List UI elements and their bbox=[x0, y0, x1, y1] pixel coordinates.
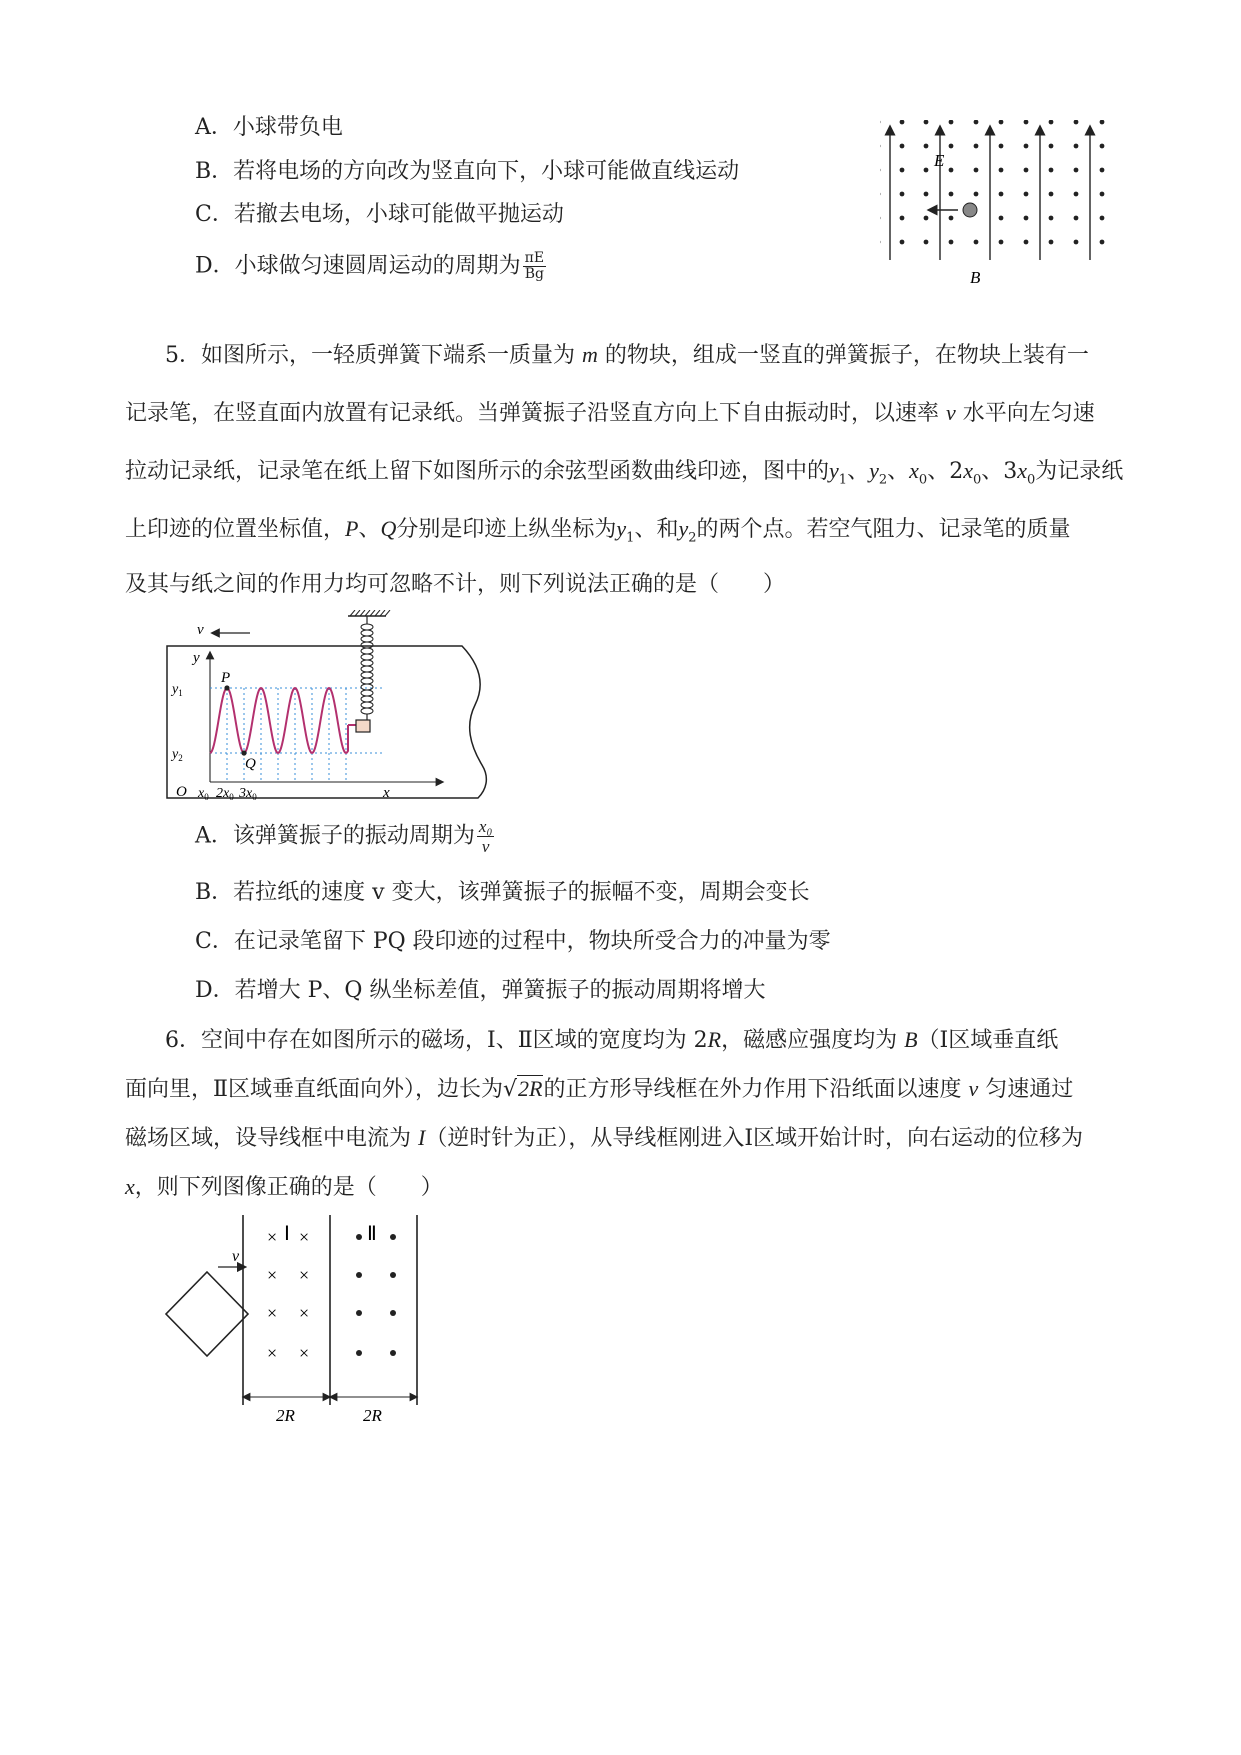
e-label: E bbox=[934, 151, 945, 170]
field-in-cross: × bbox=[299, 1303, 310, 1323]
region-2-label: Ⅱ bbox=[367, 1223, 377, 1245]
q4-option-d: D．小球做匀速圆周运动的周期为 $\frac{\pi E}{Bg}$ bbox=[195, 250, 545, 282]
y2-label: $y_2$ bbox=[172, 747, 183, 763]
b-field-dot bbox=[999, 216, 1004, 221]
y-axis-label: y bbox=[193, 650, 200, 666]
3x0-tick-label: $3x_0$ bbox=[239, 786, 257, 802]
b-field-dot bbox=[924, 168, 929, 173]
b-field-dot bbox=[949, 144, 954, 149]
b-field-dot bbox=[900, 120, 905, 124]
b-field-dot bbox=[999, 144, 1004, 149]
support-hatch bbox=[360, 610, 365, 616]
q5-option-b: B．若拉纸的速度 v 变大，该弹簧振子的振幅不变，周期会变长 bbox=[195, 880, 810, 905]
b-field-dot bbox=[999, 192, 1004, 197]
b-field-dot bbox=[1049, 120, 1054, 124]
field-out-dot bbox=[390, 1350, 396, 1356]
region-2-field-out bbox=[356, 1234, 396, 1356]
region-1-field-in bbox=[267, 1227, 309, 1363]
b-field-dot bbox=[974, 240, 979, 245]
support-hatch bbox=[385, 610, 390, 616]
b-field-dot bbox=[949, 168, 954, 173]
coil-turn bbox=[361, 690, 373, 696]
field-out-dot bbox=[390, 1310, 396, 1316]
b-field-dot bbox=[949, 192, 954, 197]
q6-field-figure bbox=[160, 1215, 480, 1430]
b-field-dot bbox=[949, 216, 954, 221]
field-in-cross: × bbox=[299, 1343, 310, 1363]
b-field-dot bbox=[1024, 216, 1029, 221]
square-loop bbox=[166, 1272, 248, 1356]
b-field-dot bbox=[900, 216, 905, 221]
q5-line-3: 拉动记录纸，记录笔在纸上留下如图所示的余弦型函数曲线印迹，图中的$y_1$、$y_2$、$x_0$、$2x_0$、$3x_0$为记录纸 bbox=[125, 458, 1124, 488]
b-field-dot bbox=[1100, 120, 1105, 124]
b-field-dot bbox=[974, 192, 979, 197]
point-p-label: P bbox=[221, 670, 231, 686]
b-field-dot bbox=[1074, 120, 1079, 124]
b-field-dot bbox=[900, 192, 905, 197]
block bbox=[356, 720, 370, 732]
coil-turn bbox=[361, 702, 373, 708]
b-field-dot bbox=[1100, 144, 1105, 149]
field-in-cross: × bbox=[267, 1265, 278, 1285]
coil-turn bbox=[361, 666, 373, 672]
b-field-dot bbox=[949, 120, 954, 124]
width-1-label: 2R bbox=[276, 1406, 295, 1425]
b-field-dot bbox=[924, 192, 929, 197]
q5-option-a: A．该弹簧振子的振动周期为 $\frac{\text{x₀}}{v}$ bbox=[195, 817, 493, 856]
sqrt-expression: √2R bbox=[502, 1076, 543, 1102]
charged-ball bbox=[963, 203, 977, 217]
coil-turn bbox=[361, 678, 373, 684]
paper-v-label: v bbox=[197, 622, 204, 638]
coil-turn bbox=[361, 696, 373, 702]
field-in-cross: × bbox=[299, 1265, 310, 1285]
coil-turn bbox=[361, 636, 373, 642]
b-field-dot bbox=[1100, 192, 1105, 197]
b-field-dot bbox=[924, 120, 929, 124]
y1-label: $y_1$ bbox=[172, 682, 183, 698]
width-2-label: 2R bbox=[363, 1406, 382, 1425]
b-field-dot bbox=[1100, 240, 1105, 245]
b-field-dot bbox=[1074, 192, 1079, 197]
cosine-trace bbox=[210, 688, 348, 753]
field-in-cross: × bbox=[267, 1303, 278, 1323]
b-field-dot bbox=[1100, 216, 1105, 221]
coil-turn bbox=[361, 648, 373, 654]
b-field-dot bbox=[1049, 240, 1054, 245]
b-field-dot bbox=[924, 216, 929, 221]
b-field-dot bbox=[1074, 168, 1079, 173]
b-field-dot bbox=[1074, 144, 1079, 149]
b-field-dot bbox=[1049, 192, 1054, 197]
b-field-dot bbox=[1074, 240, 1079, 245]
period-fraction-a: $\frac{\text{x₀}}{v}$ bbox=[478, 817, 493, 856]
q6-line-3: 磁场区域，设导线框中电流为 I（逆时针为正），从导线框刚进入Ⅰ区域开始计时，向右运动的位移为 bbox=[125, 1125, 1084, 1151]
x0-tick-label: $x_0$ bbox=[198, 786, 209, 802]
support-hatch bbox=[355, 610, 360, 616]
q4-field-figure bbox=[880, 120, 1120, 290]
region-1-label: Ⅰ bbox=[284, 1223, 290, 1245]
q6-line-1: 6．空间中存在如图所示的磁场，Ⅰ、Ⅱ区域的宽度均为 2R，磁感应强度均为 B（Ⅰ区域垂直纸 bbox=[165, 1027, 1059, 1053]
recording-paper bbox=[167, 646, 486, 798]
b-field-dot bbox=[924, 240, 929, 245]
spring-support bbox=[348, 610, 390, 616]
field-out-dot bbox=[390, 1234, 396, 1240]
field-out-dot bbox=[356, 1310, 362, 1316]
coil-turn bbox=[361, 642, 373, 648]
period-fraction: $\frac{\pi E}{Bg}$ bbox=[524, 250, 545, 282]
b-field-dot bbox=[1024, 240, 1029, 245]
field-in-cross: × bbox=[267, 1343, 278, 1363]
field-in-cross: × bbox=[299, 1227, 310, 1247]
coil-turn bbox=[361, 672, 373, 678]
b-field-dot bbox=[974, 144, 979, 149]
field-out-dot bbox=[390, 1272, 396, 1278]
b-field-dot bbox=[999, 120, 1004, 124]
q4-option-b: B．若将电场的方向改为竖直向下，小球可能做直线运动 bbox=[195, 159, 740, 184]
point-q-marker bbox=[241, 750, 246, 755]
q5-line-4: 上印迹的位置坐标值，P、Q分别是印迹上纵坐标为$y_1$、和$y_2$的两个点。若空气阻力、记录笔的质量 bbox=[125, 516, 1071, 546]
b-field-dot bbox=[900, 240, 905, 245]
b-field-dot bbox=[1074, 216, 1079, 221]
q6-line-4: x，则下列图像正确的是（ ） bbox=[125, 1174, 443, 1200]
b-field-dot bbox=[1024, 192, 1029, 197]
coil-turn bbox=[361, 660, 373, 666]
support-hatch bbox=[375, 610, 380, 616]
origin-label: O bbox=[176, 784, 187, 800]
field-out-dot bbox=[356, 1272, 362, 1278]
q5-spring-figure bbox=[160, 610, 500, 805]
b-field-dot bbox=[1049, 216, 1054, 221]
q5-line-1: 5．如图所示，一轻质弹簧下端系一质量为 m 的物块，组成一竖直的弹簧振子，在物块上装有一 bbox=[165, 342, 1089, 368]
coil-turn bbox=[361, 654, 373, 660]
q4-option-a: A．小球带负电 bbox=[195, 115, 343, 140]
b-field-dot bbox=[900, 144, 905, 149]
b-field-dot bbox=[1024, 168, 1029, 173]
q5-line-5: 及其与纸之间的作用力均可忽略不计，则下列说法正确的是（ ） bbox=[125, 572, 786, 597]
b-field-dot bbox=[974, 168, 979, 173]
b-field-dot bbox=[924, 144, 929, 149]
point-p-marker bbox=[224, 685, 229, 690]
field-out-dot bbox=[356, 1350, 362, 1356]
point-q-label: Q bbox=[245, 756, 256, 772]
b-field-dot bbox=[1024, 144, 1029, 149]
b-field-dot bbox=[1049, 144, 1054, 149]
coil-turn bbox=[361, 684, 373, 690]
q5-line-2: 记录笔，在竖直面内放置有记录纸。当弹簧振子沿竖直方向上下自由振动时，以速率 v 水平向左匀速 bbox=[125, 400, 1095, 426]
q5-option-d: D．若增大 P、Q 纵坐标差值，弹簧振子的振动周期将增大 bbox=[195, 978, 766, 1003]
field-in-cross: × bbox=[267, 1227, 278, 1247]
support-hatch bbox=[380, 610, 385, 616]
b-field-dot bbox=[999, 240, 1004, 245]
support-hatch bbox=[370, 610, 375, 616]
q4-option-c: C．若撤去电场，小球可能做平抛运动 bbox=[195, 202, 564, 227]
x-axis-label: x bbox=[383, 785, 390, 801]
field-out-dot bbox=[356, 1234, 362, 1240]
coil-turn bbox=[361, 708, 373, 714]
spring-coil bbox=[361, 616, 373, 720]
q6-line-2: 面向里，Ⅱ区域垂直纸面向外），边长为√2R的正方形导线框在外力作用下沿纸面以速度 v 匀速通过 bbox=[125, 1074, 1073, 1105]
b-field-dot bbox=[1049, 168, 1054, 173]
b-field-dot bbox=[974, 120, 979, 124]
b-field-dot bbox=[1024, 120, 1029, 124]
b-field-dot bbox=[1100, 168, 1105, 173]
coil-turn bbox=[361, 624, 373, 630]
b-label: B bbox=[970, 268, 981, 287]
b-field-dots bbox=[880, 120, 1104, 244]
b-field-dot bbox=[900, 168, 905, 173]
2x0-tick-label: $2x_0$ bbox=[216, 786, 234, 802]
b-field-dot bbox=[999, 168, 1004, 173]
coil-turn bbox=[361, 630, 373, 636]
b-field-dot bbox=[949, 240, 954, 245]
support-hatch bbox=[350, 610, 355, 616]
e-field-lines bbox=[890, 130, 1090, 260]
q5-option-c: C．在记录笔留下 PQ 段印迹的过程中，物块所受合力的冲量为零 bbox=[195, 929, 831, 954]
loop-v-label: v bbox=[232, 1248, 240, 1265]
support-hatch bbox=[365, 610, 370, 616]
